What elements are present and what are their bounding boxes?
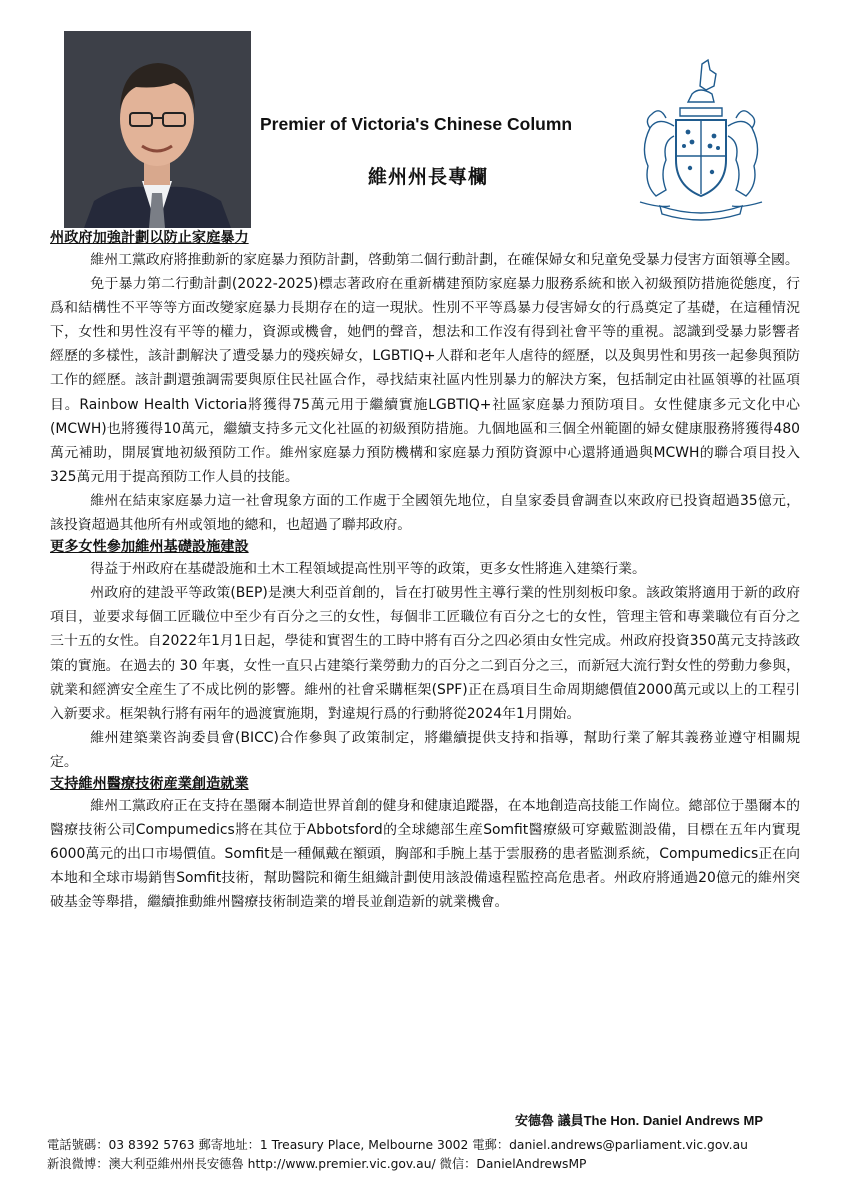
- paragraph: 維州工黨政府將推動新的家庭暴力預防計劃，啓動第二個行動計劃，在確保婦女和兒童免受暴力侵害方面領導全國。: [90, 252, 799, 268]
- section-women-construction: [50, 537, 800, 774]
- portrait-photo: [64, 31, 251, 228]
- paragraph: 維州在結束家庭暴力這一社會現象方面的工作處于全國領先地位，自皇家委員會調查以來政府已投資超過35億元，該投資超過其他所有州或領地的總和，也超過了聯邦政府。: [50, 492, 800, 534]
- section-heading: 州政府加強計劃以防止家庭暴力: [50, 230, 249, 246]
- victoria-coat-of-arms-icon: [630, 56, 770, 224]
- footer-line-social: 新浪微博：澳大利亞維州州長安德魯 http://www.premier.vic.gov.au/ 微信：DanielAndrewsMP: [47, 1157, 587, 1171]
- section-family-violence: [50, 228, 800, 537]
- contact-footer: [47, 1136, 807, 1174]
- paragraph: 得益于州政府在基礎設施和土木工程領域提高性別平等的政策，更多女性將進入建築行業。: [90, 561, 646, 578]
- section-heading: 更多女性參加維州基礎設施建設: [50, 539, 249, 556]
- paragraph: 維州建築業咨詢委員會(BICC)合作參與了政策制定，將繼續提供支持和指導，幫助行業了解其義務並遵守相關規定。: [50, 729, 800, 770]
- paragraph: 維州工黨政府正在支持在墨爾本制造世界首創的健身和健康追蹤器，在本地創造高技能工作崗位。總部位于墨爾本的醫療技術公司Compumedics將在其位于Abbotsford的全球總部生産Somfit醫療級可穿戴監測設備，目標在五年内實現6000萬元的出口市場價值。Somfit是一種佩戴在額頭，胸部和手腕上基于雲服務的患者監測系統，Compumedics正在向本地和全球市場銷售Somfit技術，幫助醫院和衛生組織計劃使用該設備遠程監控高危患者。州政府將通過20億元的維州突破基金等舉措，繼續推動維州醫療技術制造業的增長並創造新的就業機會。: [50, 797, 800, 911]
- column-title-en: Premier of Victoria's Chinese Column: [260, 114, 573, 134]
- section-heading: 支持維州醫療技術産業創造就業: [50, 775, 249, 792]
- article-body: [50, 228, 800, 914]
- footer-line-contact: 電話號碼：03 8392 5763 郵寄地址：1 Treasury Place, Melbourne 3002 電郵：daniel.andrews@parliament.vic.gov.au: [47, 1138, 748, 1152]
- section-medtech-jobs: [50, 774, 800, 914]
- column-title-zh: 維州州長專欄: [368, 166, 489, 188]
- paragraph: 州政府的建設平等政策(BEP)是澳大利亞首創的，旨在打破男性主導行業的性別刻板印象。該政策將適用于新的政府項目，並要求每個工匠職位中至少有百分之三的女性，每個非工匠職位有百分之七的女性，管理主管和專業職位有百分之三十五的女性。自2022年1月1日起，學徒和實習生的工時中將有百分之四必須由女性完成。州政府投資350萬元支持該政策的實施。在過去的 30 年裏，女性一直只占建築行業勞動力的百分之二到百分之三，而新冠大流行對女性的勞動力參與，就業和經濟安全産生了不成比例的影響。維州的社會采購框架(SPF)正在爲項目生命周期總價值2000萬元或以上的工程引入新要求。框架執行將有兩年的過渡實施期，對違規行爲的行動將從2024年1月開始。: [50, 585, 800, 722]
- signature: 安德魯 議員The Hon. Daniel Andrews MP: [515, 1113, 763, 1128]
- paragraph: 免于暴力第二行動計劃(2022-2025)標志著政府在重新構建預防家庭暴力服務系統和嵌入初級預防措施從態度，行爲和結構性不平等等方面改變家庭暴力長期存在的這一現狀。性別不平等爲暴力侵害婦女的行爲奠定了基礎，在這種情況下，女性和男性沒有平等的權力，資源或機會，她們的聲音，想法和工作沒有得到社會平等的重視。認識到受暴力影響者經歷的多樣性，該計劃解決了遭受暴力的殘疾婦女，LGBTIQ+人群和老年人虐待的經歷，以及與男性和男孩一起參與預防工作的經歷。該計劃還強調需要與原住民社區合作，尋找結束社區内性別暴力的解決方案，包括制定由社區領導的社區項目。Rainbow Health Victoria將獲得75萬元用于繼續實施LGBTIQ+社區家庭暴力預防項目。女性健康多元文化中心(MCWH)也將獲得10萬元，繼續支持多元文化社區的初級預防措施。九個地區和三個全州範圍的婦女健康服務將獲得480萬元補助，開展實地初級預防工作。維州家庭暴力預防機構和家庭暴力預防資源中心還將通過與MCWH的聯合項目投入325萬元用于提高預防工作人員的技能。: [50, 276, 800, 485]
